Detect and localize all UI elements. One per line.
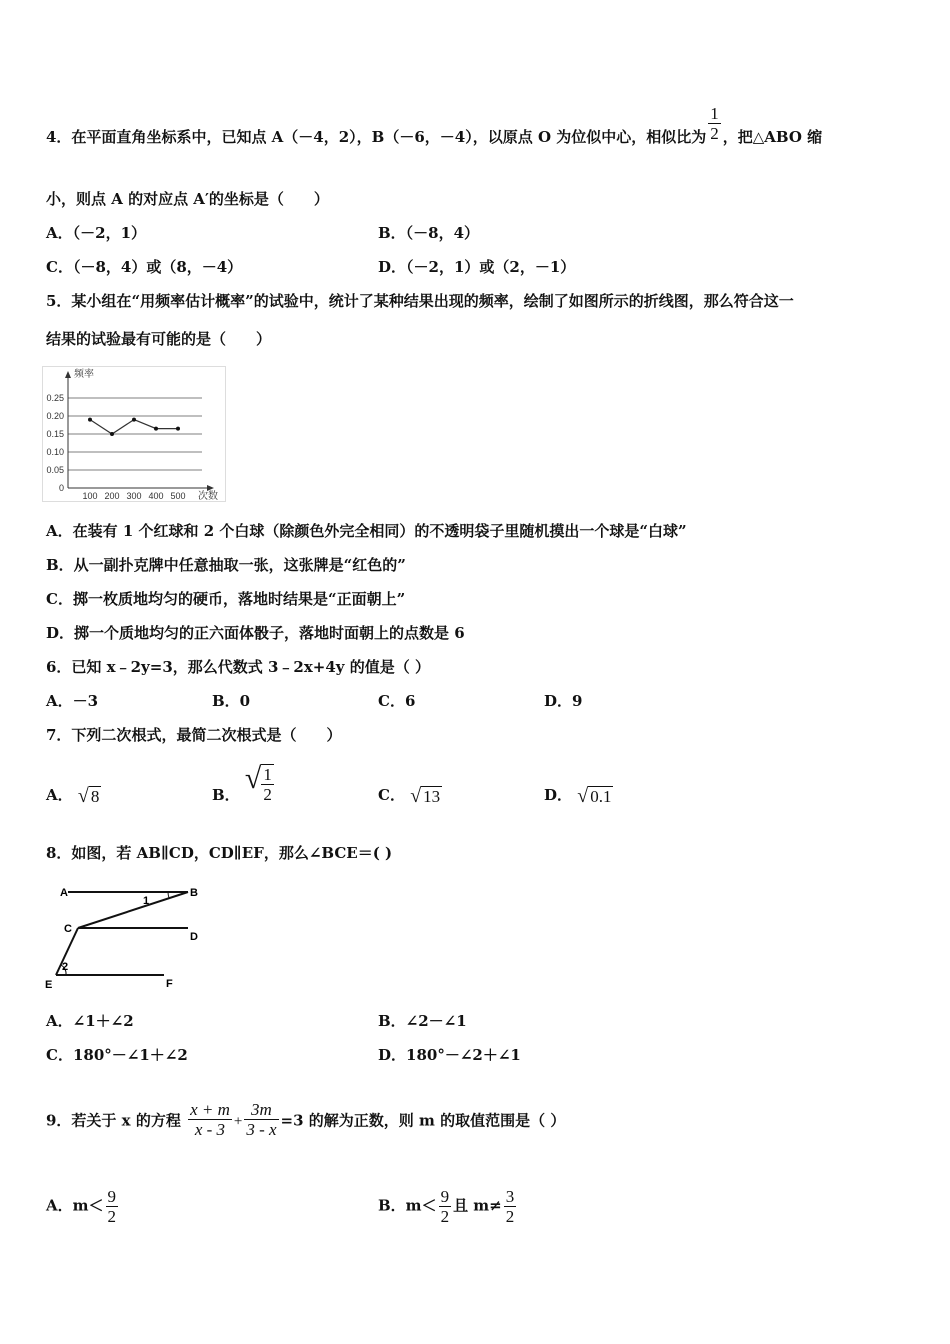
chart-x-tick-label: 200 — [104, 491, 120, 501]
point-c-label: C — [64, 923, 72, 935]
q7-option-d-label: D． — [544, 786, 573, 804]
q4-stem-part2: ，把△ABO 缩 — [722, 128, 823, 146]
q9-option-a-label: A．m＜ — [46, 1196, 104, 1215]
q9-option-b-denominator-1: 2 — [440, 1207, 450, 1226]
q6-option-a[interactable]: A．－3 — [46, 692, 99, 710]
point-b-label: B — [190, 887, 198, 899]
q9-fraction-2-numerator: 3m — [244, 1100, 278, 1120]
q9-fraction-1-denominator: x - 3 — [194, 1120, 226, 1139]
q9-option-b-middle: 且 m≠ — [453, 1196, 502, 1215]
q4-stem-line2: 小，则点 A 的对应点 A′的坐标是（ ） — [46, 190, 329, 208]
q6-stem: 6．已知 x﹣2y=3，那么代数式 3﹣2x+4y 的值是（ ） — [46, 658, 430, 676]
chart-x-label: 次数 — [198, 491, 218, 502]
q9-option-b-denominator-2: 2 — [505, 1207, 515, 1226]
q8-option-d[interactable]: D．180°－∠2＋∠1 — [378, 1046, 521, 1064]
chart-y-tick-label: 0 — [58, 483, 64, 493]
point-a-label: A — [60, 887, 68, 899]
chart-data-point — [88, 418, 92, 422]
q5-option-d[interactable]: D．掷一个质地均匀的正六面体骰子，落地时面朝上的点数是 6 — [46, 624, 465, 642]
point-d-label: D — [190, 931, 198, 943]
q9-option-a[interactable] — [46, 1187, 120, 1226]
q6-option-c[interactable]: C．6 — [378, 692, 416, 710]
q7-option-b-label: B． — [212, 786, 240, 804]
q7-option-c[interactable] — [378, 785, 442, 807]
q4-stem-line1 — [46, 103, 823, 147]
q7-option-b-numerator: 1 — [263, 765, 272, 784]
point-f-label: F — [166, 978, 173, 990]
chart-y-tick-label: 0.20 — [46, 411, 64, 421]
angle-2-label: 2 — [62, 961, 69, 973]
chart-y-tick-label: 0.10 — [46, 447, 64, 457]
q4-option-b[interactable]: B．（－8，4） — [378, 224, 480, 242]
q7-option-c-radical: √ 13 — [410, 784, 441, 807]
q9-option-b-label: B．m＜ — [378, 1196, 437, 1215]
chart-x-tick-label: 300 — [126, 491, 142, 501]
q7-option-a-radicand: 8 — [90, 786, 100, 806]
q9-option-b[interactable] — [378, 1187, 518, 1226]
chart-x-tick-label: 100 — [82, 491, 98, 501]
q9-option-a-denominator: 2 — [107, 1207, 117, 1226]
chart-data-point — [176, 427, 180, 431]
q4-ratio-denominator: 2 — [710, 123, 719, 143]
q4-option-a[interactable]: A．（－2，1） — [46, 224, 147, 242]
q7-option-b-denominator: 2 — [263, 785, 272, 804]
q4-ratio-fraction — [708, 104, 721, 143]
q7-option-d-radicand: 0.1 — [590, 786, 612, 806]
q9-stem-part2: =3 的解为正数，则 m 的取值范围是（ ） — [280, 1111, 566, 1130]
chart-x-tick-label: 400 — [148, 491, 164, 501]
q9-fraction-1-numerator: x + m — [190, 1100, 230, 1119]
q8-option-b[interactable]: B．∠2－∠1 — [378, 1012, 467, 1030]
q4-option-c[interactable]: C．（－8，4）或（8，－4） — [46, 258, 243, 276]
q5-option-a[interactable]: A．在装有 1 个红球和 2 个白球（除颜色外完全相同）的不透明袋子里随机摸出一个球是“白球” — [46, 522, 687, 540]
chart-y-tick-label: 0.25 — [46, 393, 64, 403]
q7-option-c-radicand: 13 — [423, 786, 441, 806]
chart-y-tick-label: 0.05 — [46, 465, 64, 475]
q8-option-c[interactable]: C．180°－∠1＋∠2 — [46, 1046, 188, 1064]
q8-option-a[interactable]: A．∠1＋∠2 — [46, 1012, 134, 1030]
q8-stem: 8．如图，若 AB∥CD，CD∥EF，那么∠BCE＝( ) — [46, 844, 393, 862]
q7-option-d[interactable] — [544, 785, 613, 807]
chart-x-tick-label: 500 — [170, 491, 186, 501]
chart-y-label: 频率 — [74, 369, 94, 380]
point-e-label: E — [45, 979, 53, 991]
chart-data-point — [110, 432, 114, 436]
q5-option-b[interactable]: B．从一副扑克牌中任意抽取一张，这张牌是“红色的” — [46, 556, 406, 574]
q9-option-b-fraction-1 — [439, 1187, 452, 1226]
q5-stem-line1: 5．某小组在“用频率估计概率”的试验中，统计了某种结果出现的频率，绘制了如图所示的折线图，那么符合这一 — [46, 292, 794, 310]
frequency-line-chart — [42, 366, 226, 502]
q6-option-b[interactable]: B．0 — [212, 692, 251, 710]
q5-stem-line2: 结果的试验最有可能的是（ ） — [46, 330, 272, 348]
line-bc — [78, 892, 188, 928]
q6-option-d[interactable]: D．9 — [544, 692, 583, 710]
chart-data-point — [154, 427, 158, 431]
q7-option-a-radical: √ 8 — [77, 784, 100, 807]
chart-y-tick-label: 0.15 — [46, 429, 64, 439]
q7-option-a[interactable] — [46, 785, 101, 807]
q9-option-b-numerator-1: 9 — [440, 1187, 450, 1206]
q7-option-b-fraction — [261, 764, 274, 804]
q9-fraction-2 — [244, 1100, 278, 1139]
q7-option-d-radical: √ 0.1 — [577, 784, 612, 807]
q9-option-a-numerator: 9 — [107, 1187, 117, 1206]
q4-stem-part1: 4．在平面直角坐标系中，已知点 A（－4，2），B（－6，－4），以原点 O 为位似中心，相似比为 — [46, 128, 707, 146]
q9-fraction-1 — [188, 1100, 232, 1139]
q9-option-a-fraction — [106, 1187, 119, 1226]
chart-data-point — [132, 418, 136, 422]
q7-stem: 7．下列二次根式，最简二次根式是（ ） — [46, 726, 342, 744]
q9-stem-part1: 9．若关于 x 的方程 — [46, 1111, 181, 1130]
parallel-lines-figure — [42, 880, 212, 992]
q9-fraction-2-denominator: 3 - x — [246, 1120, 277, 1139]
q4-ratio-numerator: 1 — [710, 103, 719, 123]
q9-option-b-fraction-2 — [504, 1187, 517, 1226]
q7-option-a-label: A． — [46, 786, 73, 804]
q9-option-b-numerator-2: 3 — [505, 1187, 515, 1206]
q5-option-c[interactable]: C．掷一枚质地均匀的硬币，落地时结果是“正面朝上” — [46, 590, 406, 608]
q7-option-b[interactable] — [212, 761, 274, 805]
q4-option-d[interactable]: D．（－2，1）或（2，－1） — [378, 258, 576, 276]
q7-option-b-radical: √ $\frac{1}{2}$ — [244, 761, 272, 804]
q7-option-c-label: C． — [378, 786, 405, 804]
angle-1-label: 1 — [143, 895, 150, 907]
q9-plus-sign: + — [233, 1113, 243, 1130]
q9-stem — [46, 1100, 566, 1139]
